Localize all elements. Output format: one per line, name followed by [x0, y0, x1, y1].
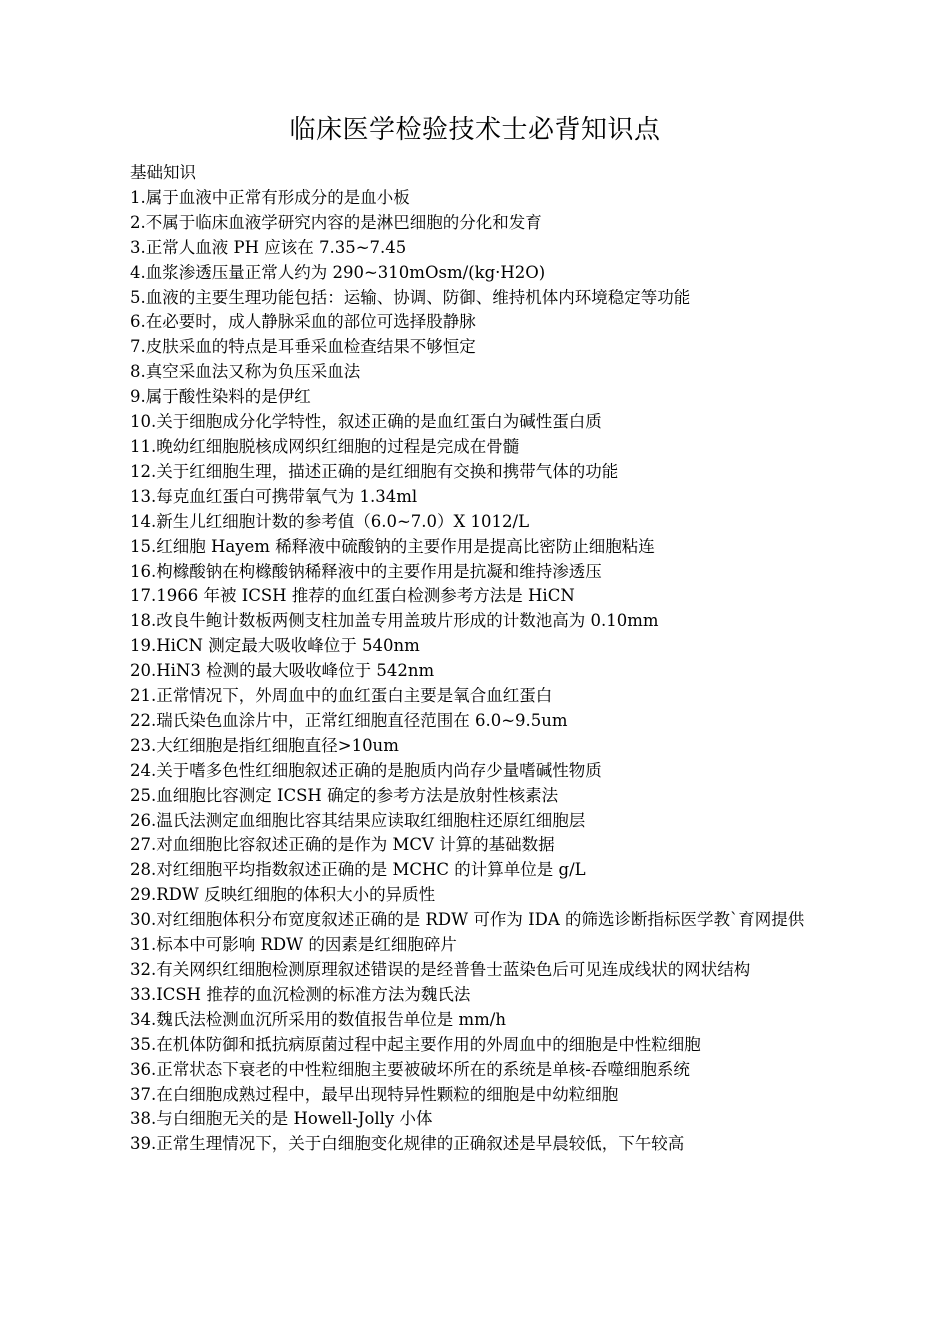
list-item: 1.属于血液中正常有形成分的是血小板	[130, 187, 410, 207]
list-item: 33.ICSH 推荐的血沉检测的标准方法为魏氏法	[130, 984, 471, 1004]
list-item: 25.血细胞比容测定 ICSH 确定的参考方法是放射性核素法	[130, 785, 559, 805]
document-body	[130, 161, 840, 1157]
list-item: 13.每克血红蛋白可携带氧气为 1.34ml	[130, 486, 418, 506]
list-item: 14.新生儿红细胞计数的参考值（6.0~7.0）X 1012/L	[130, 511, 530, 531]
list-item: 28.对红细胞平均指数叙述正确的是 MCHC 的计算单位是 g/L	[130, 860, 586, 880]
list-item: 3.正常人血液 PH 应该在 7.35~7.45	[130, 237, 407, 257]
list-item: 36.正常状态下衰老的中性粒细胞主要被破坏所在的系统是单核-吞噬细胞系统	[130, 1059, 690, 1079]
list-item: 30.对红细胞体积分布宽度叙述正确的是 RDW 可作为 IDA 的筛选诊断指标医学教`育网提供	[130, 910, 805, 930]
list-item: 7.皮肤采血的特点是耳垂采血检查结果不够恒定	[130, 337, 476, 357]
list-item: 6.在必要时，成人静脉采血的部位可选择股静脉	[130, 312, 476, 332]
list-item: 24.关于嗜多色性红细胞叙述正确的是胞质内尚存少量嗜碱性物质	[130, 760, 602, 780]
list-item: 20.HiN3 检测的最大吸收峰位于 542nm	[130, 661, 435, 681]
list-item: 21.正常情况下，外周血中的血红蛋白主要是氧合血红蛋白	[130, 686, 553, 706]
list-item: 35.在机体防御和抵抗病原菌过程中起主要作用的外周血中的细胞是中性粒细胞	[130, 1034, 701, 1054]
section-heading: 基础知识	[130, 163, 196, 182]
list-item: 37.在白细胞成熟过程中，最早出现特异性颗粒的细胞是中幼粒细胞	[130, 1084, 619, 1104]
list-item: 5.血液的主要生理功能包括：运输、协调、防御、维持机体内环境稳定等功能	[130, 287, 691, 307]
document-title: 临床医学检验技术士必背知识点	[289, 115, 661, 145]
list-item: 31.标本中可影响 RDW 的因素是红细胞碎片	[130, 935, 457, 955]
list-item: 16.枸橼酸钠在枸橼酸钠稀释液中的主要作用是抗凝和维持渗透压	[130, 561, 602, 581]
list-item: 18.改良牛鲍计数板两侧支柱加盖专用盖玻片形成的计数池高为 0.10mm	[130, 611, 659, 631]
list-item: 4.血浆渗透压量正常人约为 290~310mOsm/(kg·H2O)	[130, 262, 546, 282]
list-item: 9.属于酸性染料的是伊红	[130, 387, 311, 407]
list-item: 12.关于红细胞生理，描述正确的是红细胞有交换和携带气体的功能	[130, 461, 619, 481]
list-item: 17.1966 年被 ICSH 推荐的血红蛋白检测参考方法是 HiCN	[130, 586, 575, 606]
list-item: 32.有关网织红细胞检测原理叙述错误的是经普鲁士蓝染色后可见连成线状的网状结构	[130, 960, 751, 979]
list-item: 23.大红细胞是指红细胞直径>10um	[130, 735, 399, 755]
list-item: 39.正常生理情况下，关于白细胞变化规律的正确叙述是早晨较低，下午较高	[130, 1134, 685, 1154]
list-item: 22.瑞氏染色血涂片中，正常红细胞直径范围在 6.0~9.5um	[130, 710, 568, 730]
list-item: 19.HiCN 测定最大吸收峰位于 540nm	[130, 636, 420, 656]
list-item: 26.温氏法测定血细胞比容其结果应读取红细胞柱还原红细胞层	[130, 810, 586, 830]
list-item: 38.与白细胞无关的是 Howell-Jolly 小体	[130, 1109, 433, 1129]
list-item: 11.晚幼红细胞脱核成网织红细胞的过程是完成在骨髓	[130, 436, 520, 456]
list-item: 29.RDW 反映红细胞的体积大小的异质性	[130, 885, 436, 905]
list-item: 15.红细胞 Hayem 稀释液中硫酸钠的主要作用是提高比密防止细胞粘连	[130, 536, 655, 556]
list-item: 2.不属于临床血液学研究内容的是淋巴细胞的分化和发育	[130, 212, 542, 232]
list-item: 34.魏氏法检测血沉所采用的数值报告单位是 mm/h	[130, 1009, 506, 1029]
list-item: 10.关于细胞成分化学特性，叙述正确的是血红蛋白为碱性蛋白质	[130, 412, 602, 432]
list-item: 8.真空采血法又称为负压采血法	[130, 362, 361, 382]
list-item: 27.对血细胞比容叙述正确的是作为 MCV 计算的基础数据	[130, 835, 555, 855]
